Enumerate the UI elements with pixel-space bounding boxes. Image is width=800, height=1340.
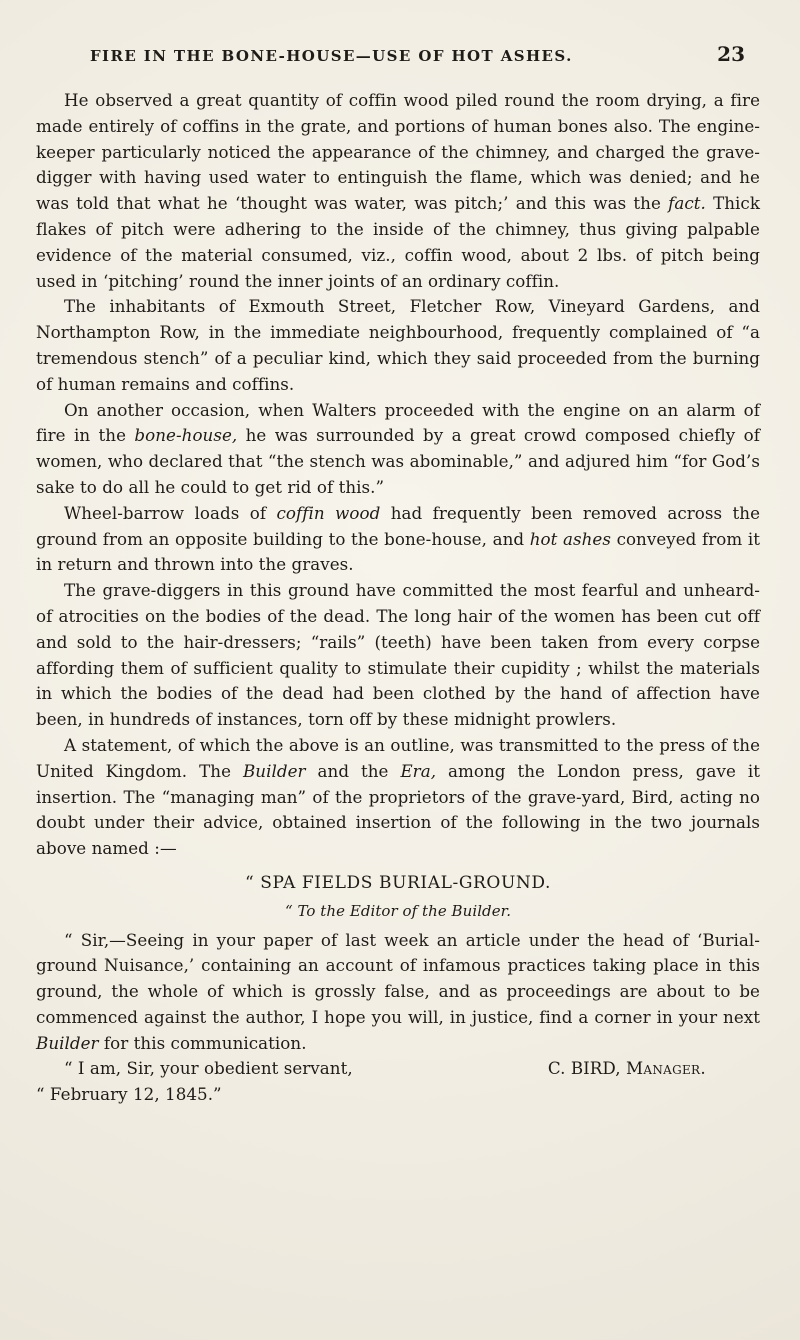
paragraph-text: Wheel-barrow loads of [64,502,277,523]
page-header [90,44,745,74]
paragraph-text: He observed a great quantity of coffin wood piled round the room drying, a fire made entirely of coffins in the grate, and portions of human bones also. The engine-keeper particularly noticed the appearance of the chimney, and charged the grave-digger with having used water to entinguish the flame, which was denied; and he was told that what he ‘thought was water, was pitch;’ and this was the [36,90,760,214]
paragraph-text: Thick flakes of pitch were adhering to the inside of the chimney, thus giving palpable evidence of the material consumed, viz., coffin wood, about 2 lbs. of pitch being used in ‘pitching’ round the inner joints of an ordinary coffin. [36,193,760,291]
paragraph-text: he was surrounded by a great crowd composed chiefly of women, who declared that “the stench was abominable,” and adjured him “for God’s sake to do all he could to get rid of this.” [36,425,760,497]
letter-date: “ February 12, 1845.” [36,1084,222,1105]
paragraph-text: A statement, of which the above is an outline, was transmitted to the press of the United Kingdom. The [36,734,760,781]
paragraph-text: conveyed from it in return and thrown into the graves. [36,528,760,575]
italic-bone-house: bone-house, [134,425,238,446]
italic-builder: Builder [242,760,306,781]
paragraph-text: and the [305,760,401,781]
paragraph-wheelbarrow [36,501,760,578]
paragraph-grave-diggers: The grave-diggers in this ground have committed the most fearful and unheard-of atrocities on the bodies of the dead. The long hair of the women has been cut off and sold to the hair-dressers; “rails” (teeth) have been taken from every corpse affording them of sufficient quality to stimulate their cupidity ; whilst the materials in which the bodies of the dead had been clothed by the hand of affection have been, in hundreds of instances, torn off by these midnight prowlers. [36,580,760,730]
letter-editor-line [36,899,760,925]
paragraph-text: for this communication. [98,1032,307,1053]
paragraph-text: On another occasion, when Walters proceeded with the engine on an alarm of fire in the [36,399,760,446]
paragraph-text: among the London press, gave it insertion. The “managing man” of the proprietors of the grave-yard, Bird, acting no doubt under their advice, obtained insertion of the following in the two journals above named :— [36,760,760,859]
page-number: 23 [717,42,745,66]
paragraph-chimney [36,88,760,294]
signature-title: Manager. [625,1058,706,1079]
italic-coffin-wood: coffin wood [276,502,381,523]
italic-fact: fact. [668,193,706,214]
italic-era: Era, [400,760,437,781]
paragraph-bone-house-fire [36,398,760,501]
letter-heading: “ SPA FIELDS BURIAL-GROUND. [245,872,551,893]
paragraph-text: had frequently been removed across the ground from an opposite building to the bone-house, and [36,502,760,549]
italic-editor-line: “ To the Editor of the Builder. [284,901,512,920]
italic-hot-ashes: hot ashes [529,528,611,549]
paragraph-statement [36,733,760,862]
letter-body [36,928,760,1057]
letter-signature [36,1056,706,1082]
signature-closing: “ I am, Sir, your obedient servant, [64,1058,353,1079]
paragraph-text: “ Sir,—Seeing in your paper of last week an article under the head of ‘Burial-ground Nuisance,’ containing an account of infamous practices taking place in this ground, the whole of which is grossly false, and as proceedings are about to be commenced against the author, I hope you will, in justice, find a corner in your next [36,929,760,1027]
running-head: FIRE IN THE BONE-HOUSE—USE OF HOT ASHES. [90,47,573,65]
paragraph-inhabitants: The inhabitants of Exmouth Street, Fletcher Row, Vineyard Gardens, and Northampton Row, in the immediate neighbourhood, frequently complained of “a tremendous stench” of a peculiar kind, which they said proceeded from the burning of human remains and coffins. [36,296,760,394]
signature-name-block [520,1056,706,1082]
page-text [36,88,760,1108]
italic-builder: Builder [36,1032,99,1053]
signature-name: C. BIRD, [547,1058,621,1079]
